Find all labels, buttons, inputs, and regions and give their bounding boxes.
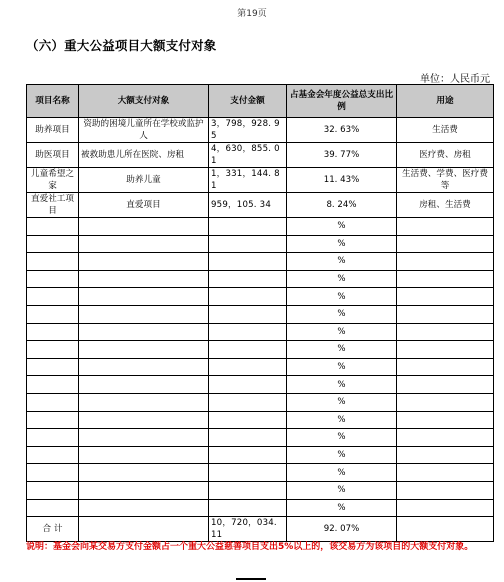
cell-project [27, 464, 79, 482]
cell-ratio: % [287, 411, 397, 429]
cell-use: 房租、生活费 [397, 193, 494, 218]
cell-project: 助医项目 [27, 143, 79, 168]
cell-project [27, 499, 79, 517]
cell-project [27, 376, 79, 394]
footnote: 说明：基金会向某交易方支付金额占一个重大公益慈善项目支出5%以上的，该交易方为该项目的大额支付对象。 [26, 542, 474, 552]
cell-project [27, 341, 79, 359]
cell-project [27, 429, 79, 447]
page-cut-mark [236, 578, 266, 580]
cell-ratio: % [287, 253, 397, 271]
cell-recipient [79, 446, 209, 464]
total-label: 合 计 [27, 517, 79, 542]
cell-recipient: 资助的困境儿童所在学校或监护人 [79, 118, 209, 143]
cell-use [397, 341, 494, 359]
total-ratio: 92. 07% [287, 517, 397, 542]
cell-recipient [79, 305, 209, 323]
cell-recipient [79, 235, 209, 253]
cell-recipient [79, 464, 209, 482]
large-payment-table [26, 84, 494, 542]
currency-unit: 单位：人民币元 [420, 74, 490, 85]
cell-recipient [79, 270, 209, 288]
cell-recipient: 被救助患儿所在医院、房租 [79, 143, 209, 168]
empty-table-row [27, 270, 494, 288]
cell-amount [209, 499, 287, 517]
table-row [27, 168, 494, 193]
cell-use: 医疗费、房租 [397, 143, 494, 168]
empty-table-row [27, 481, 494, 499]
cell-recipient [79, 288, 209, 306]
cell-use [397, 446, 494, 464]
total-recipient-empty [79, 517, 209, 542]
cell-ratio: 32. 63% [287, 118, 397, 143]
cell-amount [209, 341, 287, 359]
cell-use [397, 499, 494, 517]
cell-ratio: % [287, 341, 397, 359]
cell-ratio: % [287, 288, 397, 306]
cell-use [397, 270, 494, 288]
cell-ratio: % [287, 464, 397, 482]
table-header-row [27, 85, 494, 118]
cell-ratio: % [287, 305, 397, 323]
cell-use [397, 411, 494, 429]
cell-project [27, 446, 79, 464]
cell-ratio: 8. 24% [287, 193, 397, 218]
cell-amount [209, 481, 287, 499]
cell-ratio: % [287, 218, 397, 236]
empty-table-row [27, 429, 494, 447]
cell-amount: 3，798，928. 95 [209, 118, 287, 143]
cell-ratio: 39. 77% [287, 143, 397, 168]
cell-recipient [79, 253, 209, 271]
cell-amount: 1，331，144. 81 [209, 168, 287, 193]
cell-amount [209, 429, 287, 447]
cell-amount [209, 288, 287, 306]
header-amount: 支付金额 [209, 85, 287, 118]
cell-ratio: 11. 43% [287, 168, 397, 193]
empty-table-row [27, 288, 494, 306]
empty-table-row [27, 323, 494, 341]
cell-recipient: 直爱项目 [79, 193, 209, 218]
header-recipient: 大额支付对象 [79, 85, 209, 118]
cell-amount [209, 376, 287, 394]
total-row [27, 517, 494, 542]
cell-use [397, 429, 494, 447]
cell-use [397, 323, 494, 341]
cell-project [27, 323, 79, 341]
cell-recipient: 助养儿童 [79, 168, 209, 193]
cell-ratio: % [287, 323, 397, 341]
cell-project [27, 358, 79, 376]
cell-amount [209, 393, 287, 411]
cell-amount [209, 358, 287, 376]
cell-ratio: % [287, 270, 397, 288]
empty-table-row [27, 235, 494, 253]
cell-recipient [79, 341, 209, 359]
empty-table-row [27, 358, 494, 376]
cell-amount: 959，105. 34 [209, 193, 287, 218]
cell-amount [209, 411, 287, 429]
cell-amount [209, 270, 287, 288]
cell-use [397, 305, 494, 323]
total-amount: 10，720，034. 11 [209, 517, 287, 542]
cell-recipient [79, 481, 209, 499]
cell-use [397, 288, 494, 306]
empty-table-row [27, 305, 494, 323]
cell-amount [209, 253, 287, 271]
empty-table-row [27, 499, 494, 517]
cell-recipient [79, 376, 209, 394]
cell-ratio: % [287, 358, 397, 376]
empty-table-row [27, 376, 494, 394]
cell-project [27, 253, 79, 271]
cell-project [27, 218, 79, 236]
cell-ratio: % [287, 446, 397, 464]
cell-ratio: % [287, 376, 397, 394]
cell-use [397, 235, 494, 253]
cell-project [27, 411, 79, 429]
table-row [27, 118, 494, 143]
cell-use: 生活费 [397, 118, 494, 143]
header-use: 用途 [397, 85, 494, 118]
section-title: （六）重大公益项目大额支付对象 [26, 38, 217, 53]
cell-use [397, 464, 494, 482]
cell-project: 儿童希望之家 [27, 168, 79, 193]
empty-table-row [27, 446, 494, 464]
empty-table-row [27, 341, 494, 359]
cell-use [397, 218, 494, 236]
cell-ratio: % [287, 499, 397, 517]
cell-amount [209, 446, 287, 464]
cell-ratio: % [287, 393, 397, 411]
cell-project [27, 393, 79, 411]
header-ratio: 占基金会年度公益总支出比例 [287, 85, 397, 118]
cell-amount [209, 305, 287, 323]
cell-recipient [79, 323, 209, 341]
cell-amount [209, 235, 287, 253]
empty-table-row [27, 411, 494, 429]
cell-recipient [79, 429, 209, 447]
cell-ratio: % [287, 481, 397, 499]
cell-use [397, 376, 494, 394]
cell-recipient [79, 499, 209, 517]
table-row [27, 143, 494, 168]
empty-table-row [27, 393, 494, 411]
empty-table-row [27, 464, 494, 482]
cell-amount [209, 218, 287, 236]
cell-project [27, 270, 79, 288]
cell-recipient [79, 411, 209, 429]
cell-amount [209, 323, 287, 341]
cell-project: 助养项目 [27, 118, 79, 143]
table-row [27, 193, 494, 218]
cell-ratio: % [287, 429, 397, 447]
cell-use: 生活费、学费、医疗费等 [397, 168, 494, 193]
cell-project [27, 481, 79, 499]
cell-recipient [79, 218, 209, 236]
cell-use [397, 393, 494, 411]
cell-use [397, 253, 494, 271]
cell-project [27, 288, 79, 306]
total-use-empty [397, 517, 494, 542]
empty-table-row [27, 253, 494, 271]
empty-table-row [27, 218, 494, 236]
cell-project [27, 235, 79, 253]
cell-recipient [79, 393, 209, 411]
cell-amount [209, 464, 287, 482]
page-number: 第19页 [237, 9, 267, 19]
header-project-name: 项目名称 [27, 85, 79, 118]
cell-use [397, 481, 494, 499]
cell-amount: 4，630，855. 01 [209, 143, 287, 168]
cell-project: 直爱社工项目 [27, 193, 79, 218]
cell-use [397, 358, 494, 376]
cell-recipient [79, 358, 209, 376]
cell-ratio: % [287, 235, 397, 253]
cell-project [27, 305, 79, 323]
